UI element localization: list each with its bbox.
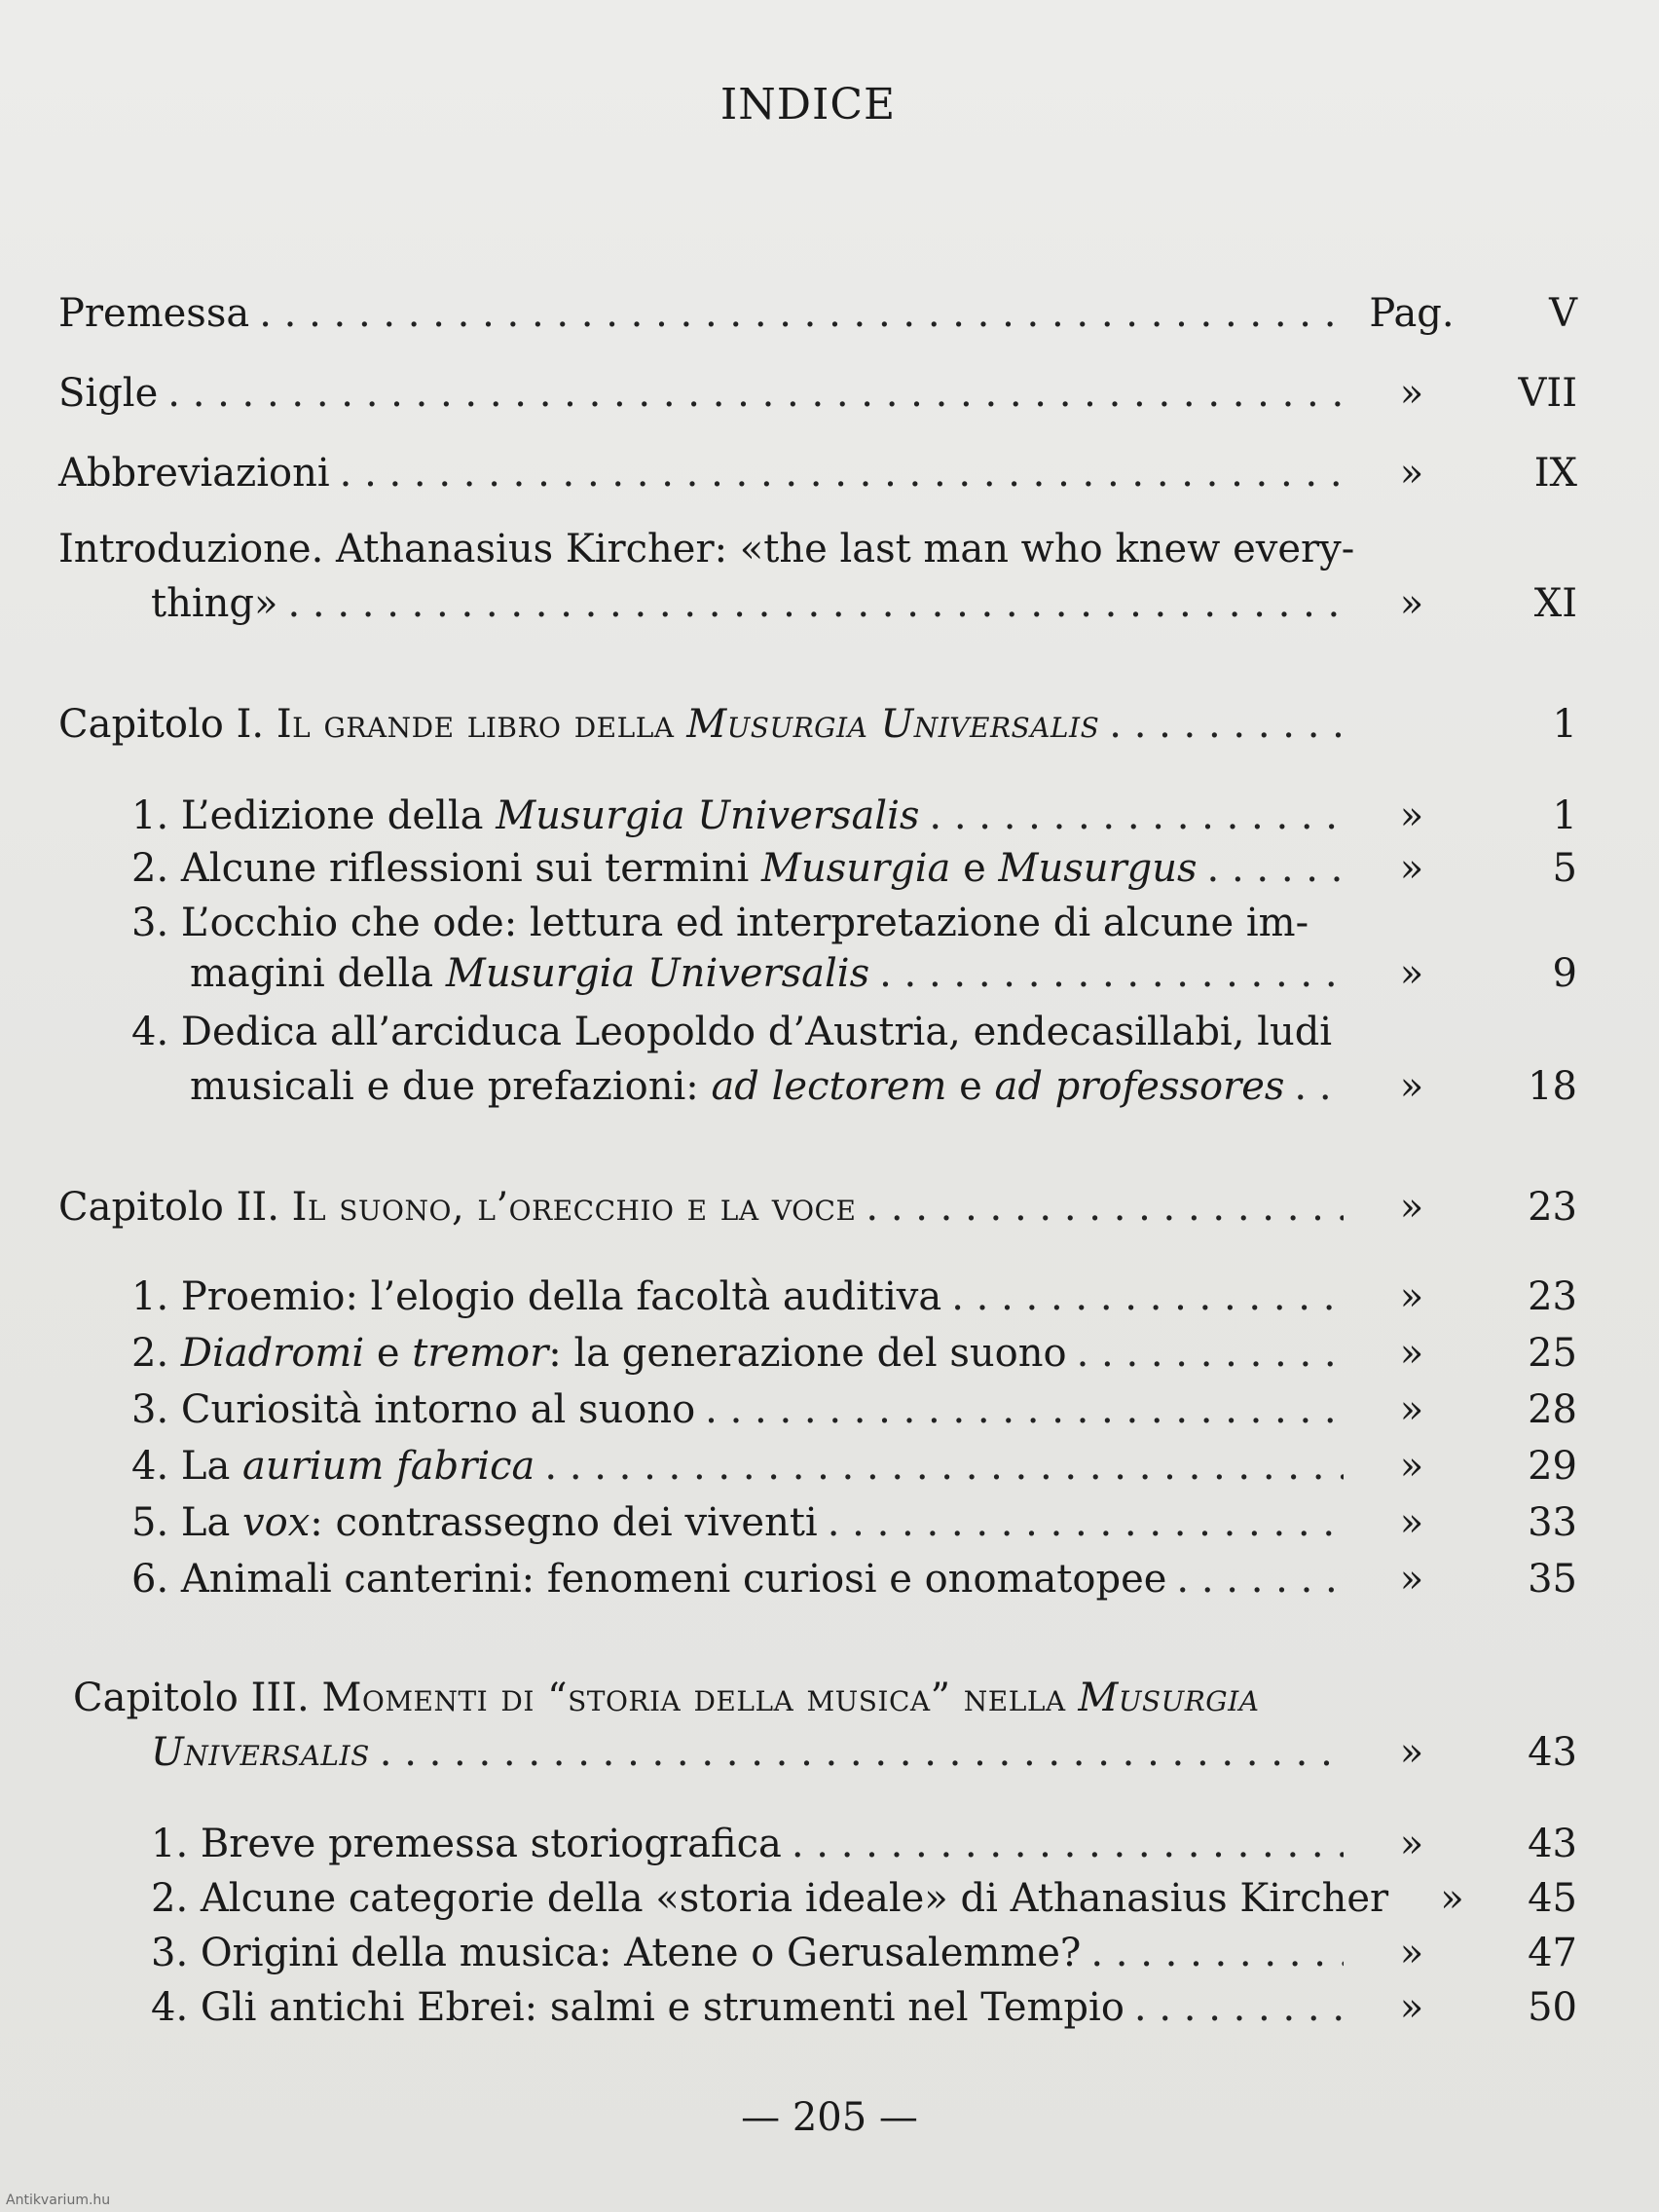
item-text	[151, 1930, 1081, 1976]
chapter-title: Il grande libro della	[276, 702, 675, 747]
toc-item	[58, 1813, 1577, 1867]
entry-page: 23	[1528, 1185, 1577, 1230]
toc-item-line1	[131, 1009, 1332, 1055]
entry-page: 43	[1528, 1822, 1577, 1866]
chapter-title: Il suono, l’orecchio e la voce	[291, 1185, 857, 1230]
entry-ref: »	[1399, 1985, 1424, 2030]
entry-ref: »	[1399, 1331, 1424, 1376]
item-number: 1.	[151, 1822, 189, 1866]
item-text-part: Dedica all’arciduca Leopoldo d’Austria, endecasillabi, ludi	[180, 1010, 1333, 1054]
toc-chapter-1	[58, 693, 1577, 748]
item-text-part: Alcune categorie della «storia ideale» di Athanasius Kircher	[200, 1876, 1389, 1921]
item-text	[131, 1386, 695, 1433]
leader-dots	[1090, 1930, 1344, 1976]
entry-ref: »	[1440, 1876, 1464, 1921]
entry-ref: »	[1399, 1064, 1424, 1109]
leader-dots	[1207, 845, 1344, 892]
item-text	[131, 1499, 818, 1546]
item-text	[151, 1984, 1124, 2031]
item-text	[131, 1273, 941, 1320]
toc-item	[58, 1492, 1577, 1546]
item-text-part: La	[180, 1444, 231, 1489]
entry-page: 1	[1552, 702, 1577, 747]
leader-dots	[792, 1821, 1344, 1867]
toc-item	[58, 1435, 1577, 1490]
entry-page: 5	[1552, 846, 1577, 891]
toc-item	[58, 785, 1577, 839]
toc-chapter-2	[58, 1176, 1577, 1231]
entry-text: Sigle	[58, 371, 159, 416]
entry-page: 35	[1528, 1557, 1577, 1602]
item-italic: Musurgia	[761, 846, 951, 891]
leader-dots	[259, 290, 1344, 337]
entry-ref: »	[1399, 1185, 1424, 1230]
chapter-title-italic: Universalis	[151, 1730, 370, 1775]
leader-dots	[1109, 701, 1344, 748]
chapter-heading	[58, 701, 1099, 748]
entry-page: 1	[1552, 793, 1577, 838]
item-text-part: Proemio: l’elogio della facoltà auditiva	[180, 1274, 942, 1319]
item-text-part: e	[963, 846, 986, 891]
entry-page: 23	[1528, 1274, 1577, 1319]
toc-entry-sigle	[58, 362, 1577, 417]
chapter-title: Momenti di “storia della musica” nella	[321, 1676, 1066, 1720]
page-title: INDICE	[719, 80, 897, 129]
item-text-part: L’edizione della	[180, 793, 484, 838]
item-text-part: Gli antichi Ebrei: salmi e strumenti nel Tempio	[200, 1985, 1124, 2030]
toc-item	[58, 1055, 1577, 1110]
entry-ref: »	[1399, 1274, 1424, 1319]
item-text	[131, 845, 1198, 892]
item-text-part: La	[180, 1500, 231, 1545]
entry-ref: »	[1399, 793, 1424, 838]
item-italic: aurium fabrica	[242, 1444, 535, 1489]
item-text-part: Breve premessa storiografica	[200, 1822, 782, 1866]
entry-page: 25	[1528, 1331, 1577, 1376]
toc-entry-introduzione	[58, 572, 1577, 627]
item-text	[131, 1443, 535, 1490]
entry-ref: »	[1399, 1444, 1424, 1489]
entry-page: IX	[1533, 451, 1577, 496]
entry-ref: »	[1399, 951, 1424, 996]
item-number: 2.	[131, 846, 169, 891]
entry-page: 9	[1552, 951, 1577, 996]
item-italic: ad professores	[994, 1064, 1285, 1109]
toc-entry-introduzione-line1: Introduzione. Athanasius Kircher: «the last man who knew every-	[58, 527, 1355, 571]
entry-page: 18	[1528, 1064, 1577, 1109]
entry-text: thing»	[151, 581, 278, 626]
item-number: 1.	[131, 793, 169, 838]
toc-item	[58, 837, 1577, 892]
entry-ref: »	[1399, 581, 1424, 626]
entry-text: Abbreviazioni	[58, 451, 330, 496]
watermark-logo: Antikvarium.hu	[6, 2193, 111, 2208]
entry-page: 50	[1528, 1985, 1577, 2030]
entry-ref: »	[1399, 1500, 1424, 1545]
toc-chapter-3	[58, 1721, 1577, 1776]
leader-dots	[287, 580, 1344, 627]
item-text-part: : contrassegno dei viventi	[310, 1500, 818, 1545]
item-text-part: Alcune riflessioni sui termini	[180, 846, 750, 891]
item-number: 3.	[131, 1387, 169, 1432]
toc-item	[58, 1322, 1577, 1377]
toc-item	[58, 1867, 1577, 1922]
item-text-part: musicali e due prefazioni:	[190, 1064, 699, 1109]
chapter-title-italic: Musurgia Universalis	[686, 702, 1100, 747]
item-number: 4.	[131, 1010, 169, 1054]
leader-dots	[866, 1184, 1344, 1231]
item-number: 3.	[151, 1931, 189, 1975]
entry-ref: »	[1399, 1931, 1424, 1975]
entry-ref: »	[1399, 1387, 1424, 1432]
item-text-part: Curiosità intorno al suono	[180, 1387, 696, 1432]
leader-dots	[929, 793, 1344, 839]
item-italic: Musurgia Universalis	[445, 951, 870, 996]
item-italic: tremor	[412, 1331, 549, 1376]
toc-item	[58, 1379, 1577, 1433]
leader-dots	[879, 950, 1344, 997]
item-text	[190, 1063, 1284, 1110]
item-italic: Musurgus	[998, 846, 1198, 891]
leader-dots	[828, 1499, 1344, 1546]
entry-text: Premessa	[58, 291, 250, 336]
entry-ref: »	[1399, 1730, 1424, 1775]
toc-item	[58, 1922, 1577, 1976]
entry-page: VII	[1518, 371, 1577, 416]
item-number: 3.	[131, 901, 169, 945]
item-text	[151, 1875, 1388, 1922]
item-number: 5.	[131, 1500, 169, 1545]
item-italic: vox	[242, 1500, 311, 1545]
leader-dots	[380, 1729, 1344, 1776]
leader-dots	[951, 1273, 1344, 1320]
item-number: 6.	[131, 1557, 169, 1602]
entry-page: 29	[1528, 1444, 1577, 1489]
item-text-part: e	[376, 1331, 400, 1376]
toc-item	[58, 1976, 1577, 2031]
item-text	[131, 793, 919, 839]
entry-ref: »	[1399, 1557, 1424, 1602]
item-text-part: magini della	[190, 951, 434, 996]
item-text	[190, 950, 869, 997]
entry-page: V	[1549, 291, 1577, 336]
item-number: 4.	[131, 1444, 169, 1489]
item-italic: ad lectorem	[711, 1064, 947, 1109]
leader-dots	[1294, 1063, 1344, 1110]
toc-item	[58, 1548, 1577, 1603]
entry-page: 45	[1528, 1876, 1577, 1921]
page-number: — 205 —	[741, 2095, 918, 2140]
item-number: 1.	[131, 1274, 169, 1319]
entry-ref: Pag.	[1369, 291, 1455, 336]
leader-dots	[705, 1386, 1344, 1433]
leader-dots	[167, 370, 1344, 417]
item-text-part: e	[959, 1064, 982, 1109]
item-text-part: Origini della musica: Atene o Gerusalemme?	[200, 1931, 1082, 1975]
chapter-prefix: Capitolo I.	[58, 702, 265, 747]
entry-ref: »	[1399, 846, 1424, 891]
toc-chapter-3-line1	[73, 1675, 1259, 1721]
toc-item	[58, 942, 1577, 997]
entry-page: 28	[1528, 1387, 1577, 1432]
entry-page: 43	[1528, 1730, 1577, 1775]
entry-ref: »	[1399, 371, 1424, 416]
toc-item	[58, 1266, 1577, 1320]
leader-dots	[544, 1443, 1344, 1490]
item-number: 2.	[151, 1876, 189, 1921]
toc-item-line1	[131, 900, 1309, 946]
item-italic: Musurgia Universalis	[496, 793, 920, 838]
chapter-heading	[58, 1184, 856, 1231]
entry-ref: »	[1399, 1822, 1424, 1866]
leader-dots	[340, 450, 1344, 497]
entry-page: 47	[1528, 1931, 1577, 1975]
item-number: 2.	[131, 1331, 169, 1376]
item-italic: Diadromi	[180, 1331, 365, 1376]
leader-dots	[1176, 1556, 1344, 1603]
toc-entry-abbreviazioni	[58, 442, 1577, 497]
entry-ref: »	[1399, 451, 1424, 496]
entry-page: 33	[1528, 1500, 1577, 1545]
item-number: 4.	[151, 1985, 189, 2030]
item-text	[131, 1330, 1067, 1377]
toc-entry-premessa	[58, 282, 1577, 337]
leader-dots	[1077, 1330, 1344, 1377]
chapter-title-italic: Musurgia	[1078, 1676, 1260, 1720]
item-text-part: : la generazione del suono	[548, 1331, 1067, 1376]
item-text-part: Animali canterini: fenomeni curiosi e onomatopee	[180, 1557, 1167, 1602]
leader-dots	[1134, 1984, 1344, 2031]
item-text	[131, 1556, 1166, 1603]
chapter-prefix: Capitolo II.	[58, 1185, 279, 1230]
item-text-part: L’occhio che ode: lettura ed interpretazione di alcune im-	[180, 901, 1309, 945]
entry-page: XI	[1533, 581, 1577, 626]
item-text	[151, 1821, 782, 1867]
chapter-prefix: Capitolo III.	[73, 1676, 310, 1720]
